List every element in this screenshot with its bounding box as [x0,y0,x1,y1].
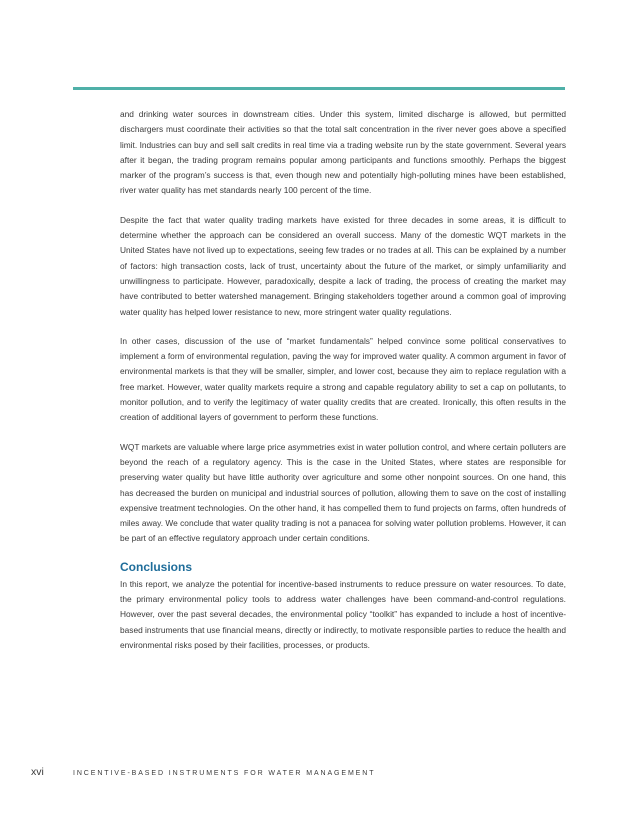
running-title: INCENTIVE-BASED INSTRUMENTS FOR WATER MANAGEMENT [73,770,376,777]
paragraph-3: In other cases, discussion of the use of “market fundamentals” helped convince some political conservatives to implement a form of environmental regulation, paving the way for improved water quality. A common argument in favor of environmental markets is that they will be smaller, simpler, and lower cost, because they aim to replace regulation with a free market. However, water quality markets require a strong and capable regulatory ability to set a cap on pollutants, to monitor pollution, and to verify the legitimacy of water quality credits that are created. Ironically, this often results in the creation of additional layers of government to perform these functions. [120,335,566,423]
body-text [120,107,566,667]
section-heading-conclusions: Conclusions [120,559,193,574]
top-rule [73,87,565,90]
page-footer [31,766,591,778]
paragraph-1: and drinking water sources in downstream cities. Under this system, limited discharge is allowed, but permitted dischargers must coordinate their activities so that the total salt concentration in the river never goes above a specified limit. Industries can buy and sell salt credits in real time via a trading website run by the state government. Several years after it began, the trading program remains popular among participants and functions smoothly. Perhaps the biggest marker of the program’s success is that, even though new and potentially high-polluting mines have been established, river water quality has met standards nearly 100 percent of the time. [120,109,566,196]
conclusions-paragraph: In this report, we analyze the potential for incentive-based instruments to reduce pressure on water resources. To date, the primary environmental policy tools to address water challenges have been command-and-control regulations. However, over the past several decades, the environmental policy “toolkit” has expanded to include a host of incentive-based instruments that use financial means, directly or indirectly, to motivate responsible parties to reduce the health and environmental risks posed by their facilities, processes, or products. [120,578,567,650]
paragraph-4: WQT markets are valuable where large price asymmetries exist in water pollution control, and where certain polluters are beyond the reach of a regulatory agency. This is the case in the United States, where states are responsible for preserving water quality but have little authority over agriculture and some other nonpoint sources. On one hand, this has decreased the burden on municipal and industrial sources of pollution, allowing them to save on the cost of installing expensive treatment technologies. On the other hand, it has compelled them to fund projects on farms, often hundreds of miles away. We conclude that water quality trading is not a panacea for solving water pollution problems. However, it can be part of an effective regulatory approach under certain conditions. [120,441,566,544]
page-number: xvi [31,766,44,778]
paragraph-2: Despite the fact that water quality trading markets have existed for three decades in some areas, it is difficult to determine whether the approach can be considered an overall success. Many of the domestic WQT markets in the United States have not lived up to expectations, seeing few trades or no trades at all. This can be explained by a number of factors: high transaction costs, lack of trust, uncertainty about the future of the market, or simply unfamiliarity and unwillingness to participate. However, paradoxically, despite a lack of trading, the process of creating the market may have contributed to better watershed management. Bringing stakeholders together around a common goal of improving water quality has helped lower resistance to new, more stringent water quality regulations. [120,214,566,317]
